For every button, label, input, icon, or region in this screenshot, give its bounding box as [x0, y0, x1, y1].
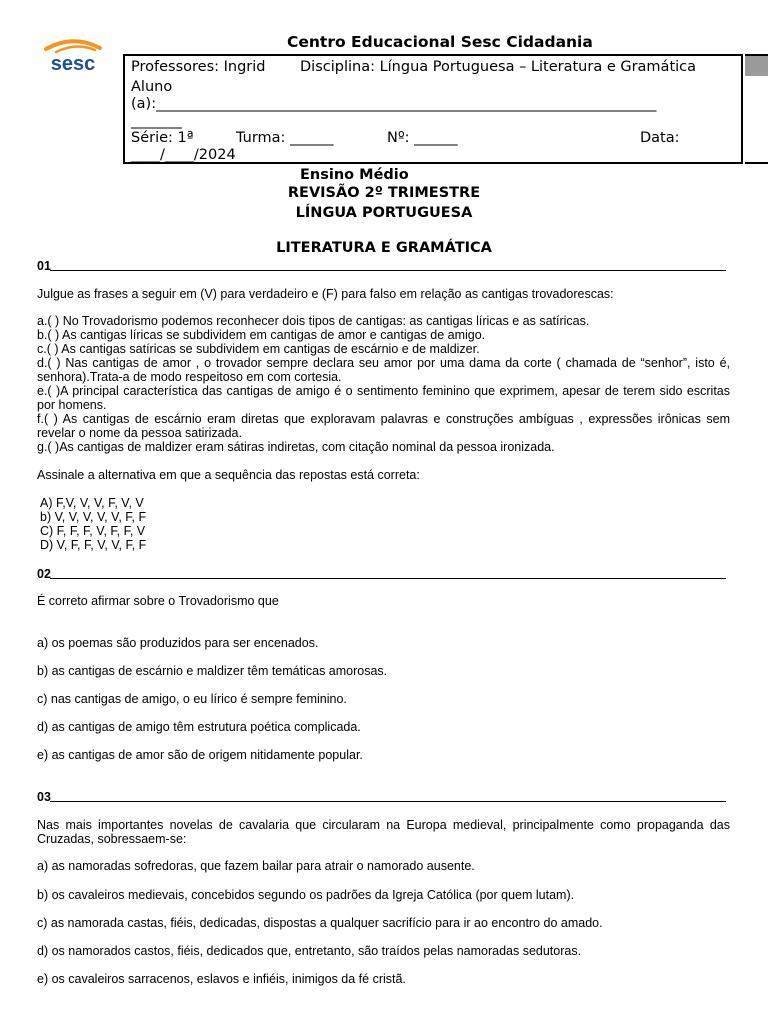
class-field[interactable]: Turma: ______	[236, 130, 334, 146]
subject-title: LÍNGUA PORTUGUESA	[295, 205, 473, 221]
q2-option-d[interactable]: d) as cantigas de amigo têm estrutura poética complicada.	[37, 720, 361, 734]
date-field[interactable]: ____/____/2024	[131, 147, 236, 163]
question-1-options	[40, 496, 733, 552]
q3-option-b[interactable]: b) os cavaleiros medievais, concebidos segundo os padrões da Igreja Católica (por quem lutam).	[37, 888, 575, 902]
q1-item-f: f.( ) As cantigas de escárnio eram diretas que exploravam palavras e construções ambíguas , expressões irônicas sem revelar o nome da pessoa satirizada.	[37, 412, 730, 440]
q1-option-d[interactable]: D) V, F, F, V, V, F, F	[40, 538, 147, 552]
student-label: Aluno	[131, 79, 173, 95]
question-3-number: 03	[37, 790, 51, 804]
q3-option-c[interactable]: c) as namorada castas, fiéis, dedicadas, dispostas a qualquer sacrifício para ir ao encontro do amado.	[37, 916, 603, 930]
q2-option-b[interactable]: b) as cantigas de escárnio e maldizer têm temáticas amorosas.	[37, 664, 388, 678]
sesc-logo	[40, 36, 106, 80]
question-1-prompt: Julgue as frases a seguir em (V) para verdadeiro e (F) para falso em relação as cantigas trovadorescas:	[37, 287, 614, 301]
q2-option-a[interactable]: a) os poemas são produzidos para ser encenados.	[37, 636, 319, 650]
q1-item-g: g.( )As cantigas de maldizer eram sátiras indiretas, com citação nominal da pessoa ironizada.	[37, 440, 555, 454]
number-field[interactable]: Nº: ______	[387, 130, 458, 146]
date-label: Data:	[640, 130, 680, 146]
q1-item-a: a.( ) No Trovadorismo podemos reconhecer dois tipos de cantigas: as cantigas líricas e as satíricas.	[37, 314, 590, 328]
q1-option-b[interactable]: b) V, V, V, V, V, F, F	[40, 510, 147, 524]
question-2-rule	[50, 578, 726, 579]
question-2-number: 02	[37, 567, 51, 581]
question-3-rule	[50, 801, 726, 802]
student-field[interactable]: (a):_____________________________________________________________________	[131, 96, 657, 112]
teachers-label: Professores: Ingrid	[131, 59, 266, 75]
student-field-continuation: _______	[131, 113, 182, 129]
q3-option-a[interactable]: a) as namoradas sofredoras, que fazem bailar para atrair o namorado ausente.	[37, 859, 475, 873]
question-1-rule	[50, 270, 726, 271]
logo-text: sesc	[50, 53, 96, 75]
side-box-shade	[745, 56, 768, 76]
grade-label: Série: 1ª	[131, 130, 194, 146]
q1-item-d: d.( ) Nas cantigas de amor , o trovador sempre declara seu amor por uma dama da corte ( chamada de “senhor”, isto é, senhora).Trata-a de modo respeitoso em com cortesia.	[37, 356, 730, 384]
section-title: LITERATURA E GRAMÁTICA	[276, 240, 492, 256]
q1-option-c[interactable]: C) F, F, F, V, F, F, V	[40, 524, 146, 538]
question-1-instruction: Assinale a alternativa em que a sequência das repostas está correta:	[37, 468, 420, 482]
sesc-logo-graphic	[40, 36, 106, 80]
school-name: Centro Educacional Sesc Cidadania	[287, 33, 593, 51]
q1-item-b: b.( ) As cantigas líricas se subdividem em cantigas de amor e cantigas de amigo.	[37, 328, 486, 342]
q2-option-c[interactable]: c) nas cantigas de amigo, o eu lírico é sempre feminino.	[37, 692, 347, 706]
subject-label: Disciplina: Língua Portuguesa – Literatura e Gramática	[300, 59, 697, 75]
q1-item-c: c.( ) As cantigas satíricas se subdividem em cantigas de escárnio e de maldizer.	[37, 342, 480, 356]
q1-item-e: e.( )A principal característica das cantigas de amigo é o sentimento feminino que exprimem, apesar de terem sido escritas por homens.	[37, 384, 730, 412]
question-2-prompt: É correto afirmar sobre o Trovadorismo que	[37, 594, 279, 608]
question-1-number: 01	[37, 259, 51, 273]
q2-option-e[interactable]: e) as cantigas de amor são de origem nitidamente popular.	[37, 748, 363, 762]
review-title: REVISÃO 2º TRIMESTRE	[287, 185, 481, 201]
question-1-items	[37, 314, 730, 454]
level-title: Ensino Médio	[300, 167, 409, 183]
q3-option-d[interactable]: d) os namorados castos, fiéis, dedicados que, entretanto, são traídos pelas namoradas sedutoras.	[37, 944, 582, 958]
question-3-prompt: Nas mais importantes novelas de cavalaria que circularam na Europa medieval, principalmente como propaganda das Cruzadas, sobressaem-se:	[37, 818, 730, 846]
q3-option-e[interactable]: e) os cavaleiros sarracenos, eslavos e infiéis, inimigos da fé cristã.	[37, 972, 406, 986]
q1-option-a[interactable]: A) F,V, V, V, F, V, V	[40, 496, 144, 510]
